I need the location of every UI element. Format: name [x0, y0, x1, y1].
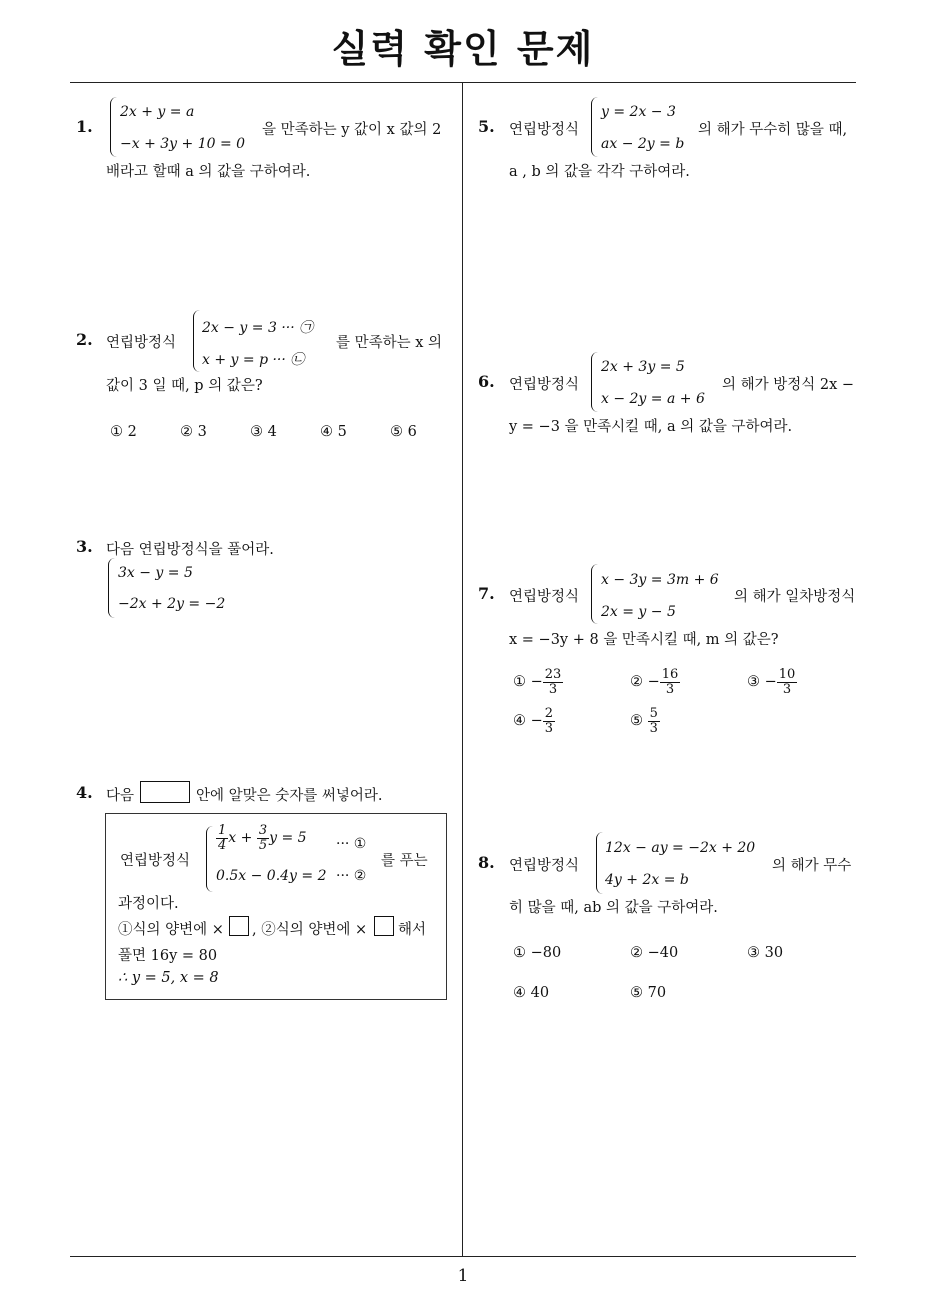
system-brace: [110, 97, 117, 157]
equation-mark: ··· ②: [336, 868, 367, 884]
answer-option[interactable]: ② − $\frac{16}{3}$: [630, 667, 679, 697]
box-text: 과정이다.: [118, 896, 179, 912]
equation-2: 0.5x − 0.4y = 2: [216, 868, 327, 884]
problem-lead: 연립방정식: [509, 377, 580, 393]
answer-blank[interactable]: [140, 781, 190, 803]
system-brace: [108, 558, 115, 618]
problem-text: 안에 알맞은 숫자를 써넣어라.: [196, 788, 383, 804]
answer-option[interactable]: ① −80: [513, 945, 562, 961]
problem-number: 8.: [478, 853, 495, 872]
answer-option[interactable]: ② 3: [180, 424, 207, 440]
equation-2: x − 2y = a + 6: [601, 391, 705, 407]
equation-1: 2x − y = 3 ··· ㉠: [202, 320, 314, 336]
problem-number: 4.: [76, 783, 93, 802]
problem-text: a , b 의 값을 각각 구하여라.: [509, 164, 690, 180]
problem-number: 1.: [76, 117, 93, 136]
problem-text: 의 해가 방정식 2x −: [722, 377, 855, 393]
problem-text: 를 만족하는 x 의: [336, 335, 443, 351]
equation-1: x − 3y = 3m + 6: [601, 572, 719, 588]
problem-number: 5.: [478, 117, 495, 136]
footer-rule: [70, 1256, 856, 1257]
answer-option[interactable]: ④ − $\frac{2}{3}$: [513, 706, 554, 736]
answer-option[interactable]: ⑤ 6: [390, 424, 417, 440]
page-title: 실력 확인 문제: [331, 27, 595, 71]
answer-option[interactable]: ④ 40: [513, 985, 550, 1001]
problem-text: 배라고 할때 a 의 값을 구하여라.: [106, 164, 311, 180]
problem-number: 6.: [478, 372, 495, 391]
equation-1: 12x − ay = −2x + 20: [605, 840, 756, 856]
equation-2: 4y + 2x = b: [605, 872, 689, 888]
fraction: $\frac{3}{5}$: [258, 823, 268, 853]
equation-1: 2x + y = a: [120, 104, 195, 120]
equation-1: 3x − y = 5: [118, 565, 193, 581]
box-text: 를 푸는: [381, 853, 428, 869]
problem-lead: 연립방정식: [509, 122, 580, 138]
header-rule: [70, 82, 856, 83]
answer-option[interactable]: ⑤ 70: [630, 985, 667, 1001]
box-text: ∴ y = 5, x = 8: [118, 970, 219, 986]
answer-option[interactable]: ③ 30: [747, 945, 784, 961]
system-brace: [193, 310, 200, 372]
equation-2: −x + 3y + 10 = 0: [120, 136, 246, 152]
equation-2: 2x = y − 5: [601, 604, 676, 620]
answer-option[interactable]: ④ 5: [320, 424, 347, 440]
page-number: 1: [457, 1266, 469, 1286]
answer-option[interactable]: ① − $\frac{23}{3}$: [513, 667, 562, 697]
box-text: , ②식의 양변에 ×: [252, 922, 368, 938]
box-lead: 연립방정식: [120, 853, 191, 869]
system-brace: [206, 826, 213, 892]
problem-number: 3.: [76, 537, 93, 556]
problem-text: 의 해가 무수: [772, 858, 852, 874]
answer-option[interactable]: ③ 4: [250, 424, 277, 440]
problem-text: 의 해가 무수히 많을 때,: [698, 122, 848, 138]
problem-text: 히 많을 때, ab 의 값을 구하여라.: [509, 900, 718, 916]
equation-1: $\frac{1}{4}$ x + $\frac{3}{5}$ y = 5: [218, 823, 307, 853]
multiplier-blank-2[interactable]: [374, 916, 394, 936]
system-brace: [591, 564, 598, 624]
answer-option[interactable]: ① 2: [110, 424, 137, 440]
system-brace: [596, 832, 603, 894]
problem-number: 2.: [76, 330, 93, 349]
problem-text: 을 만족하는 y 값이 x 값의 2: [262, 122, 442, 138]
problem-text: 값이 3 일 때, p 의 값은?: [106, 378, 263, 394]
column-divider: [462, 82, 463, 1256]
equation-mark: ··· ①: [336, 836, 367, 852]
system-brace: [591, 352, 598, 412]
multiplier-blank-1[interactable]: [229, 916, 249, 936]
equation-2: −2x + 2y = −2: [118, 596, 226, 612]
equation-2: ax − 2y = b: [601, 136, 685, 152]
problem-text: y = −3 을 만족시킬 때, a 의 값을 구하여라.: [509, 419, 793, 435]
box-text: 해서: [398, 922, 427, 938]
problem-lead: 연립방정식: [509, 858, 580, 874]
answer-option[interactable]: ② −40: [630, 945, 679, 961]
answer-option[interactable]: ③ − $\frac{10}{3}$: [747, 667, 796, 697]
fraction: $\frac{1}{4}$: [218, 823, 227, 853]
box-text: 풀면 16y = 80: [118, 948, 218, 964]
problem-text: 의 해가 일차방정식: [734, 589, 856, 605]
problem-text: 다음: [106, 788, 135, 804]
equation-1: 2x + 3y = 5: [601, 359, 685, 375]
problem-text: x = −3y + 8 을 만족시킬 때, m 의 값은?: [509, 632, 779, 648]
answer-option[interactable]: ⑤ $\frac{5}{3}$: [630, 706, 658, 736]
problem-number: 7.: [478, 584, 495, 603]
equation-1: y = 2x − 3: [601, 104, 676, 120]
problem-text: 다음 연립방정식을 풀어라.: [106, 542, 274, 558]
system-brace: [591, 97, 598, 157]
equation-2: x + y = p ··· ㉡: [202, 352, 305, 368]
box-text: ①식의 양변에 ×: [118, 922, 224, 938]
problem-lead: 연립방정식: [106, 335, 177, 351]
problem-lead: 연립방정식: [509, 589, 580, 605]
